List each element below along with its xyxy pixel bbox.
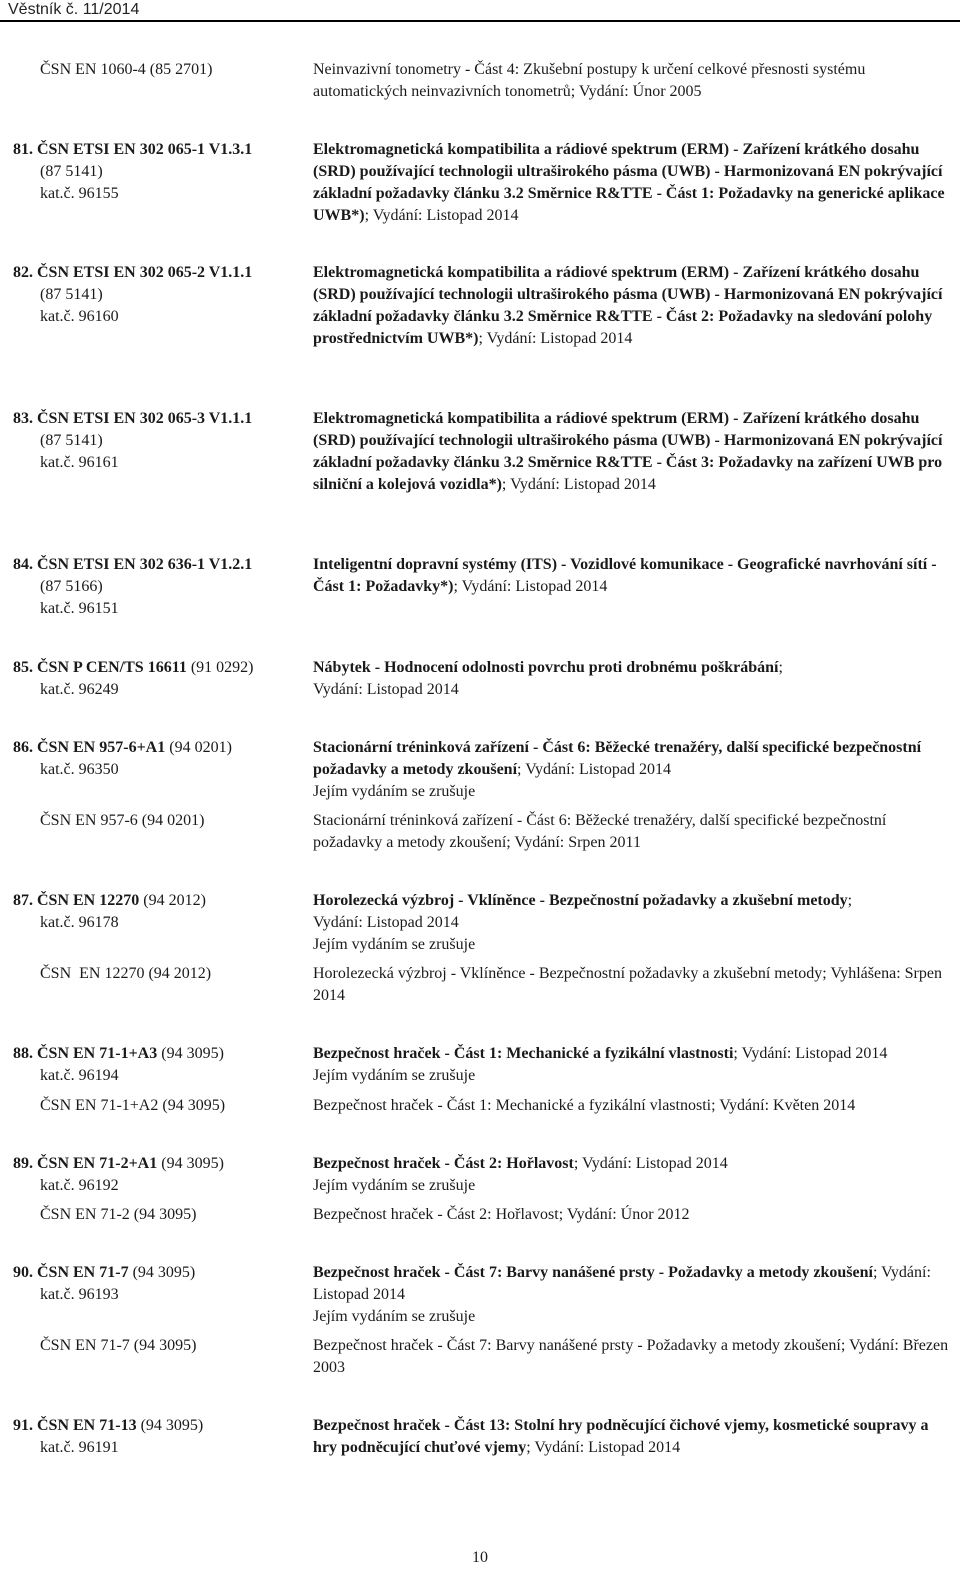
cancellation-note: Jejím vydáním se zrušuje <box>313 1067 476 1084</box>
page-header <box>0 0 147 22</box>
standard-description <box>313 554 953 598</box>
standard-id-block <box>13 1204 303 1226</box>
standard-id-block <box>13 554 303 620</box>
standard-id-block <box>13 737 303 781</box>
standard-id-block <box>13 1415 303 1459</box>
standard-id-block <box>13 262 303 328</box>
standard-title: Bezpečnost hraček - Část 2: Hořlavost <box>313 1155 574 1172</box>
old-standard-title: Horolezecká výzbroj - Vklíněnce - Bezpečnostní požadavky a zkušební metody; Vyhlášena: Srpen 2014 <box>313 965 942 1004</box>
old-standard-code: ČSN EN 71-2 (94 3095) <box>40 1206 197 1223</box>
standard-description <box>313 408 953 496</box>
classification: (94 0201) <box>165 739 232 756</box>
standard-code: ČSN EN 12270 <box>37 892 140 909</box>
classification: (94 2012) <box>139 892 206 909</box>
standard-id-block <box>13 1153 303 1197</box>
issue-separator: ; <box>847 892 853 909</box>
standard-description <box>313 1153 953 1197</box>
standard-id-block <box>13 963 303 985</box>
standard-id-block <box>13 59 303 81</box>
catalog-number: kat.č. 96193 <box>40 1286 119 1303</box>
journal-title: Věstník č. 11/2014 <box>8 1 140 18</box>
catalog-number: kat.č. 96249 <box>40 681 119 698</box>
entry-number: 81. <box>13 141 33 158</box>
standard-title: Elektromagnetická kompatibilita a rádiové spektrum (ERM) - Zařízení krátkého dosahu (SRD) používající technologii ultraširokého pásma (UWB) - Harmonizovaná EN pokrývající základní požadavky článku 3.2 Směrnice R&TTE - Část 3: Požadavky na zařízení UWB pro silniční a kolejová vozidla*) <box>313 410 943 493</box>
classification: (94 3095) <box>136 1417 204 1434</box>
issue-date: ; Vydání: Listopad 2014 <box>517 761 671 778</box>
standard-code: ČSN P CEN/TS 16611 <box>37 659 187 676</box>
issue-date: ; Vydání: Listopad 2014 <box>453 578 608 595</box>
issue-date: ; Vydání: Listopad 2014 <box>573 1155 728 1172</box>
entry-number: 84. <box>13 556 33 573</box>
entry-number: 91. <box>13 1417 33 1434</box>
standard-id-block <box>13 1262 303 1306</box>
standard-id-block <box>13 408 303 474</box>
catalog-number: kat.č. 96151 <box>40 600 119 617</box>
catalog-number: kat.č. 96350 <box>40 761 119 778</box>
catalog-number: kat.č. 96161 <box>40 454 119 471</box>
entry-number: 86. <box>13 739 33 756</box>
standard-id-block <box>13 657 303 701</box>
old-standard-code: ČSN EN 12270 (94 2012) <box>40 965 212 982</box>
entry-number: 89. <box>13 1155 33 1172</box>
standard-code: ČSN ETSI EN 302 065-2 V1.1.1 <box>37 264 253 281</box>
standard-title: Inteligentní dopravní systémy (ITS) - Vozidlové komunikace - Geografické navrhování sítí - Část 1: Požadavky*) <box>313 556 937 595</box>
standard-code: ČSN EN 957-6+A1 <box>37 739 166 756</box>
classification: (87 5141) <box>40 286 103 303</box>
issue-separator: ; <box>778 659 783 676</box>
issue-date: Vydání: Listopad 2014 <box>313 681 459 698</box>
standard-title: Elektromagnetická kompatibilita a rádiové spektrum (ERM) - Zařízení krátkého dosahu (SRD) používající technologii ultraširokého pásma (UWB) - Harmonizovaná EN pokrývající základní požadavky článku 3.2 Směrnice R&TTE - Část 1: Požadavky na generické aplikace UWB*) <box>313 141 945 224</box>
classification: (94 3095) <box>157 1045 224 1062</box>
standard-title: Nábytek - Hodnocení odolnosti povrchu proti drobnému poškrábání <box>313 659 779 676</box>
standard-id-block <box>13 1335 303 1357</box>
standard-id-block <box>13 1043 303 1087</box>
old-standard-title: Bezpečnost hraček - Část 1: Mechanické a fyzikální vlastnosti; Vydání: Květen 2014 <box>313 1097 856 1114</box>
standard-id-block <box>13 810 303 832</box>
issue-date: ; Vydání: Listopad 2014 <box>313 1264 931 1303</box>
standard-title: Neinvazivní tonometry - Část 4: Zkušební postupy k určení celkové přesnosti systému automatických neinvazivních tonometrů <box>313 61 866 100</box>
standard-id-block <box>13 890 303 934</box>
classification: (87 5141) <box>40 432 103 449</box>
standard-code: ČSN EN 71-1+A3 <box>37 1045 158 1062</box>
header-rule <box>0 20 960 22</box>
standard-code: ČSN EN 1060-4 (85 2701) <box>40 61 213 78</box>
entry-number: 85. <box>13 659 33 676</box>
issue-date: ; Vydání: Listopad 2014 <box>478 330 633 347</box>
catalog-number: kat.č. 96178 <box>40 914 119 931</box>
old-standard-code: ČSN EN 71-1+A2 (94 3095) <box>40 1097 226 1114</box>
cancellation-note: Jejím vydáním se zrušuje <box>313 936 476 953</box>
standard-code: ČSN EN 71-2+A1 <box>37 1155 158 1172</box>
standard-code: ČSN ETSI EN 302 065-3 V1.1.1 <box>37 410 253 427</box>
standard-title: Bezpečnost hraček - Část 7: Barvy nanášené prsty - Požadavky a metody zkoušení <box>313 1264 873 1281</box>
standard-description <box>313 890 953 956</box>
cancellation-note: Jejím vydáním se zrušuje <box>313 783 476 800</box>
standard-title: Bezpečnost hraček - Část 1: Mechanické a fyzikální vlastnosti <box>313 1045 734 1062</box>
standard-code: ČSN ETSI EN 302 065-1 V1.3.1 <box>37 141 253 158</box>
old-standard-code: ČSN EN 957-6 (94 0201) <box>40 812 205 829</box>
classification: (87 5166) <box>40 578 103 595</box>
issue-date: ; Vydání: Listopad 2014 <box>526 1439 681 1456</box>
standard-title: Stacionární tréninková zařízení - Část 6: Běžecké trenažéry, další specifické bezpečnostní požadavky a metody zkoušení <box>313 739 922 778</box>
standard-title: Bezpečnost hraček - Část 13: Stolní hry podněcující čichové vjemy, kosmetické soupravy a hry podněcující chuťové vjemy <box>313 1417 929 1456</box>
issue-date: ; Vydání: Listopad 2014 <box>501 476 656 493</box>
standard-description <box>313 139 953 227</box>
cancellation-note: Jejím vydáním se zrušuje <box>313 1308 476 1325</box>
cancellation-note: Jejím vydáním se zrušuje <box>313 1177 476 1194</box>
standard-title: Elektromagnetická kompatibilita a rádiové spektrum (ERM) - Zařízení krátkého dosahu (SRD) používající technologii ultraširokého pásma (UWB) - Harmonizovaná EN pokrývající základní požadavky článku 3.2 Směrnice R&TTE - Část 2: Požadavky na sledování polohy prostřednictvím UWB*) <box>313 264 943 347</box>
standard-code: ČSN EN 71-7 <box>37 1264 129 1281</box>
standard-description <box>313 1262 953 1328</box>
page-number: 10 <box>472 1549 488 1566</box>
catalog-number: kat.č. 96155 <box>40 185 119 202</box>
entry-number: 88. <box>13 1045 33 1062</box>
issue-date: ; Vydání: Listopad 2014 <box>364 207 519 224</box>
issue-date: Vydání: Listopad 2014 <box>313 914 459 931</box>
old-standard-title: Stacionární tréninková zařízení - Část 6: Běžecké trenažéry, další specifické bezpečnostní požadavky a metody zkoušení; Vydání: Srpen 2011 <box>313 812 887 851</box>
catalog-number: kat.č. 96160 <box>40 308 119 325</box>
classification: (91 0292) <box>186 659 254 676</box>
catalog-number: kat.č. 96191 <box>40 1439 119 1456</box>
classification: (94 3095) <box>128 1264 196 1281</box>
issue-date: ; Vydání: Únor 2005 <box>570 83 702 100</box>
classification: (94 3095) <box>157 1155 224 1172</box>
entry-number: 83. <box>13 410 33 427</box>
standard-id-block <box>13 1095 303 1117</box>
standard-code: ČSN EN 71-13 <box>37 1417 137 1434</box>
entry-number: 87. <box>13 892 33 909</box>
entry-number: 90. <box>13 1264 33 1281</box>
standard-title: Horolezecká výzbroj - Vklíněnce - Bezpečnostní požadavky a zkušební metody <box>313 892 848 909</box>
old-standard-title: Bezpečnost hraček - Část 2: Hořlavost; Vydání: Únor 2012 <box>313 1206 690 1223</box>
standard-id-block <box>13 139 303 205</box>
issue-date: ; Vydání: Listopad 2014 <box>733 1045 888 1062</box>
standard-description <box>313 737 953 803</box>
catalog-number: kat.č. 96194 <box>40 1067 119 1084</box>
standard-description <box>313 262 953 350</box>
standard-description <box>313 1415 953 1459</box>
classification: (87 5141) <box>40 163 103 180</box>
standard-description <box>313 657 953 701</box>
standard-description <box>313 1043 953 1087</box>
old-standard-code: ČSN EN 71-7 (94 3095) <box>40 1337 197 1354</box>
standard-description <box>313 59 953 103</box>
old-standard-title: Bezpečnost hraček - Část 7: Barvy nanášené prsty - Požadavky a metody zkoušení; Vydání: Březen 2003 <box>313 1337 949 1376</box>
catalog-number: kat.č. 96192 <box>40 1177 119 1194</box>
standard-code: ČSN ETSI EN 302 636-1 V1.2.1 <box>37 556 253 573</box>
entry-number: 82. <box>13 264 33 281</box>
